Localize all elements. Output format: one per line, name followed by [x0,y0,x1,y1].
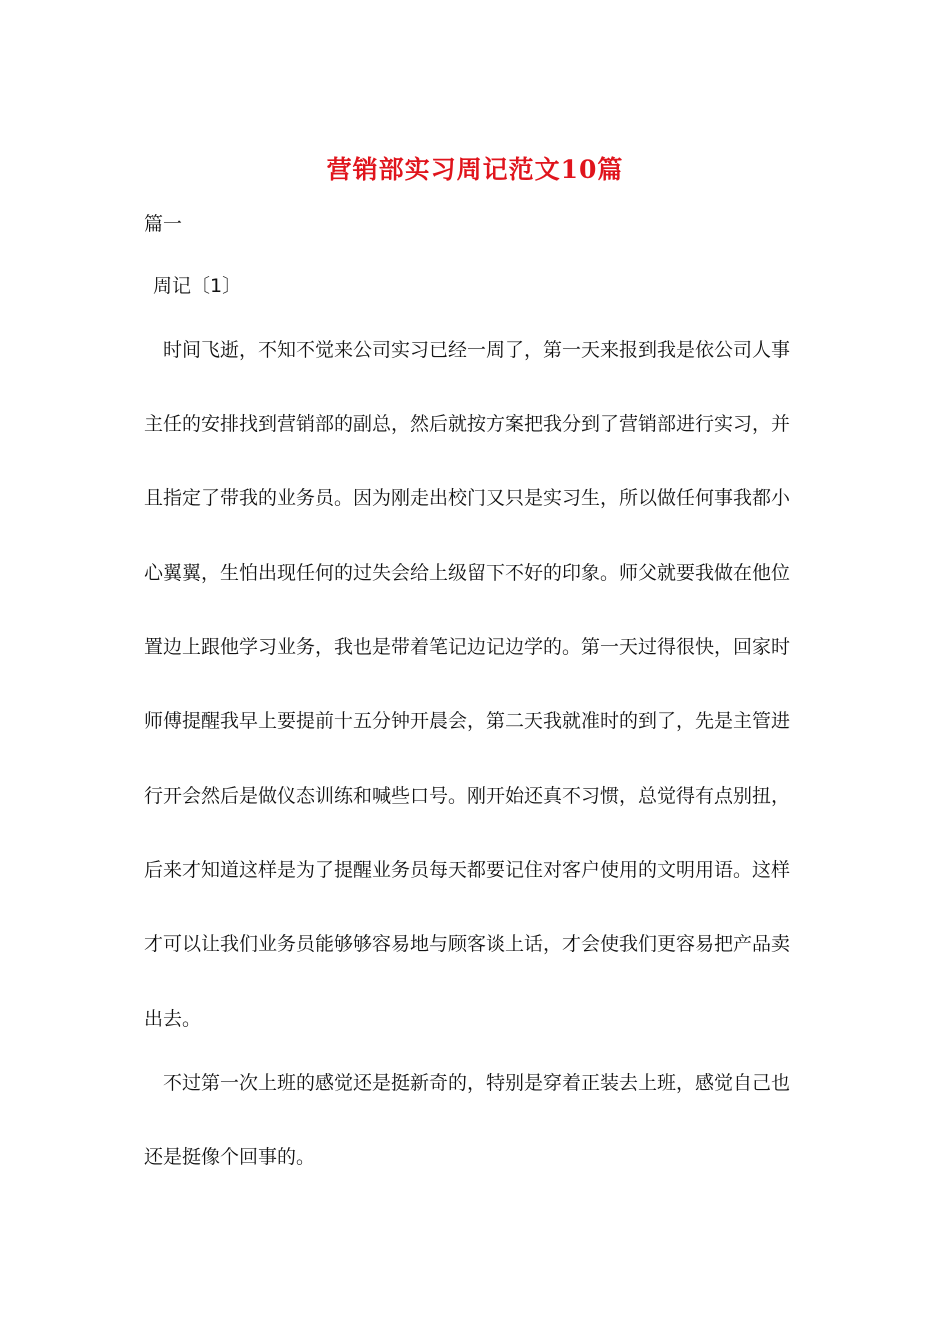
paragraph-line: 不过第一次上班的感觉还是挺新奇的，特别是穿着正装去上班，感觉自己也 [163,1072,791,1094]
paragraph-line: 还是挺像个回事的。 [144,1146,316,1168]
paragraph-line: 主任的安排找到营销部的副总，然后就按方案把我分到了营销部进行实习，并 [144,413,791,435]
paragraph-line: 才可以让我们业务员能够够容易地与顾客谈上话，才会使我们更容易把产品卖 [144,933,791,955]
entry-heading: 周记〔1〕 [153,275,242,297]
paragraph-line: 后来才知道这样是为了提醒业务员每天都要记住对客户使用的文明用语。这样 [144,859,791,881]
paragraph-line: 行开会然后是做仪态训练和喊些口号。刚开始还真不习惯，总觉得有点别扭， [144,785,791,807]
document-title: 营销部实习周记范文10篇 [326,155,624,184]
paragraph-line: 师傅提醒我早上要提前十五分钟开晨会，第二天我就准时的到了，先是主管进 [144,710,791,732]
paragraph-line: 时间飞逝，不知不觉来公司实习已经一周了，第一天来报到我是依公司人事 [163,339,791,361]
paragraph-line: 出去。 [144,1008,202,1030]
paragraph-line: 置边上跟他学习业务，我也是带着笔记边记边学的。第一天过得很快，回家时 [144,636,791,658]
paragraph-line: 且指定了带我的业务员。因为刚走出校门又只是实习生，所以做任何事我都小 [144,487,791,509]
paragraph-line: 心翼翼，生怕出现任何的过失会给上级留下不好的印象。师父就要我做在他位 [144,562,791,584]
section-heading: 篇一 [144,213,183,235]
